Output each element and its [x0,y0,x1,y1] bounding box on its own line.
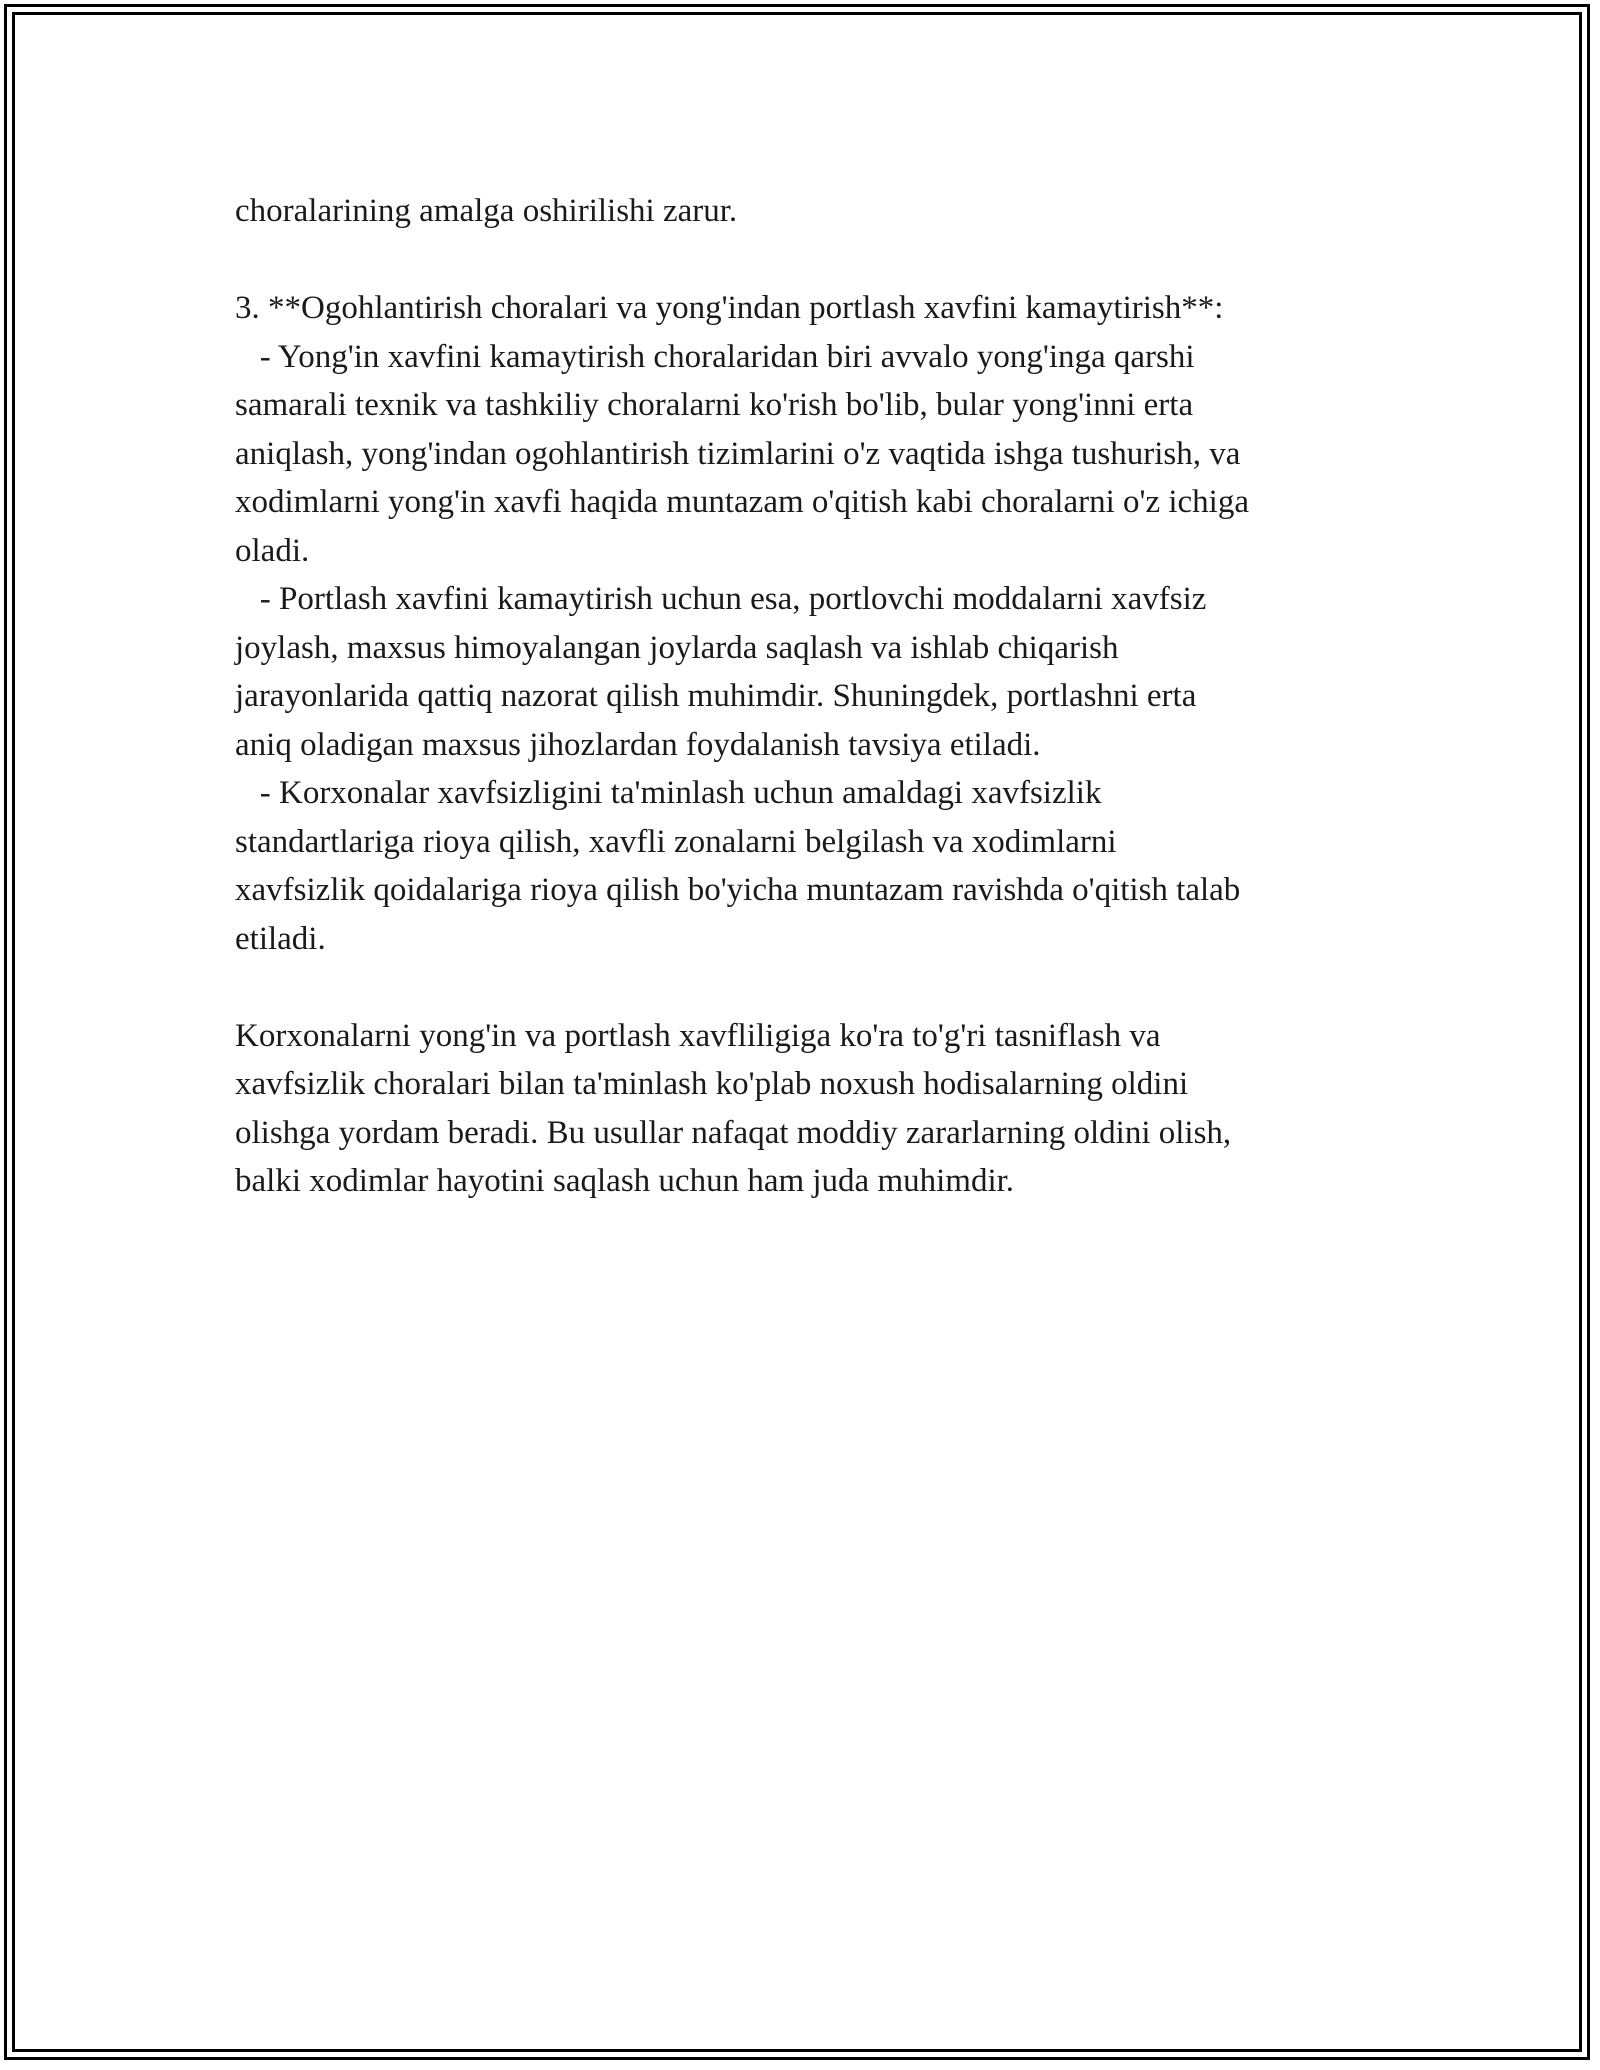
text-line: jarayonlarida qattiq nazorat qilish muhimdir. Shuningdek, portlashni erta [235,678,1197,714]
text-line: etiladi. [235,920,326,957]
text-line: samarali texnik va tashkiliy choralarni ko'rish bo'lib, bular yong'inni erta [235,387,1194,423]
paragraph-gap [235,236,1375,285]
section-3 [235,284,1375,963]
text-line: joylash, maxsus himoyalangan joylarda saqlash va ishlab chiqarish [235,629,1119,666]
bullet-item-explosion-risk [235,575,1375,769]
text-line: - Portlash xavfini kamaytirish uchun esa, portlovchi moddalarni xavfsiz [235,581,1207,617]
text-line: standartlariga rioya qilish, xavfli zonalarni belgilash va xodimlarni [235,823,1117,860]
text-line: xavfsizlik qoidalariga rioya qilish bo'yicha muntazam ravishda o'qitish talab [235,872,1241,908]
text-line: xodimlarni yong'in xavfi haqida muntazam o'qitish kabi choralarni o'z ichiga [235,484,1249,520]
text-line: - Korxonalar xavfsizligini ta'minlash uchun amaldagi xavfsizlik [235,775,1102,811]
text-line: aniqlash, yong'indan ogohlantirish tizimlarini o'z vaqtida ishga tushurish, va [235,435,1241,472]
text-line: balki xodimlar hayotini saqlash uchun ham juda muhimdir. [235,1163,1015,1199]
document-body [235,187,1375,1206]
bullet-item-safety-standards [235,769,1375,963]
paragraph-gap [235,963,1375,1012]
conclusion-paragraph [235,1012,1375,1206]
bullet-item-fire-risk [235,333,1375,576]
section-heading: 3. **Ogohlantirish choralari va yong'indan portlash xavfini kamaytirish**: [235,290,1224,326]
paragraph-intro-tail [235,187,1375,236]
text-line: olishga yordam beradi. Bu usullar nafaqat moddiy zararlarning oldini olish, [235,1114,1232,1151]
text-line: oladi. [235,532,310,569]
text-line: choralarining amalga oshirilishi zarur. [235,193,738,229]
text-line: - Yong'in xavfini kamaytirish choralaridan biri avvalo yong'inga qarshi [235,338,1195,375]
text-line: Korxonalarni yong'in va portlash xavfliligiga ko'ra to'g'ri tasniflash va [235,1017,1161,1054]
text-line: aniq oladigan maxsus jihozlardan foydalanish tavsiya etiladi. [235,726,1041,763]
text-line: xavfsizlik choralari bilan ta'minlash ko'plab noxush hodisalarning oldini [235,1066,1189,1102]
